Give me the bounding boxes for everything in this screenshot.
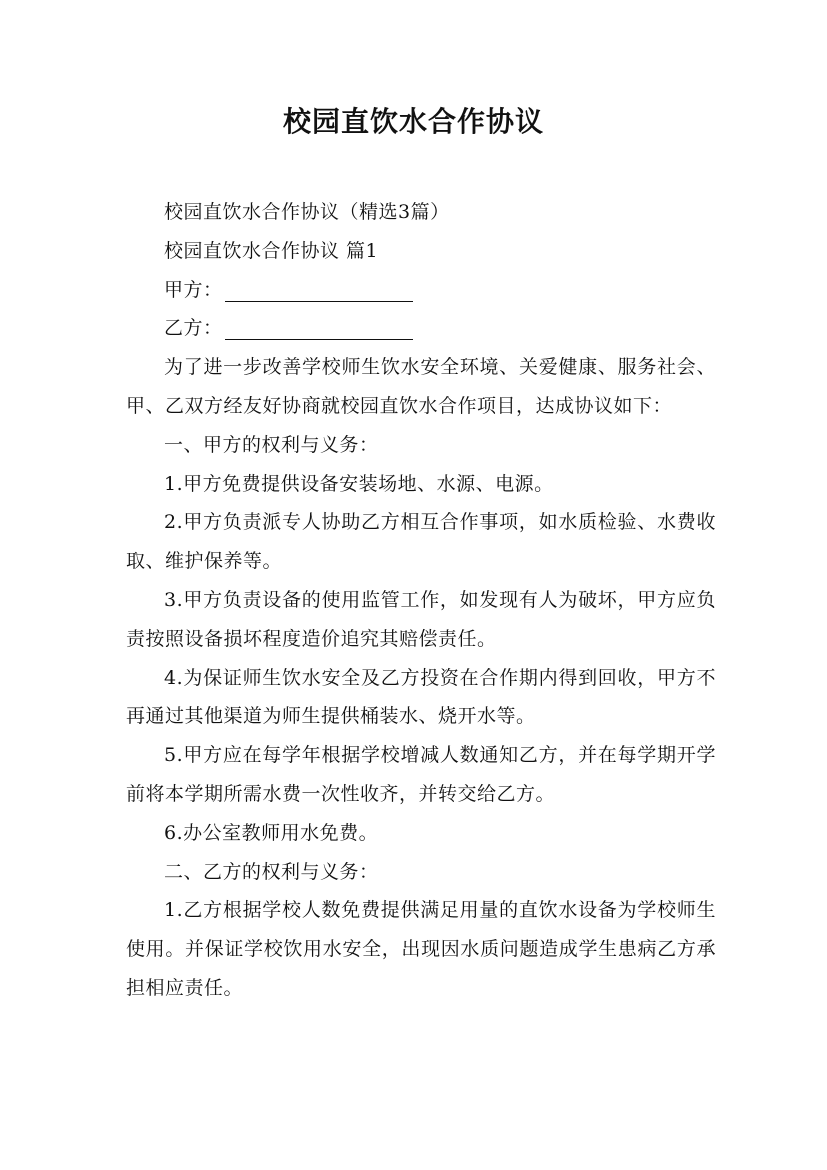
paragraph: 3.甲方负责设备的使用监管工作，如发现有人为破坏，甲方应负责按照设备损坏程度造价追究其赔偿责任。 (126, 588, 716, 650)
paragraph: 2.甲方负责派专人协助乙方相互合作事项，如水质检验、水费收取、维护保养等。 (126, 511, 716, 573)
paragraph: 1.甲方免费提供设备安装场地、水源、电源。 (164, 472, 554, 495)
paragraph: 4.为保证师生饮水安全及乙方投资在合作期内得到回收，甲方不再通过其他渠道为师生提供桶装水、烧开水等。 (126, 666, 716, 728)
party-b-blank (225, 317, 413, 340)
paragraph: 5.甲方应在每学年根据学校增减人数通知乙方，并在每学期开学前将本学期所需水费一次性收齐，并转交给乙方。 (126, 744, 716, 805)
party-a-label: 甲方： (164, 278, 223, 301)
party-b-line (126, 309, 716, 348)
paragraph: 1.乙方根据学校人数免费提供满足用量的直饮水设备为学校师生使用。并保证学校饮用水安全，出现因水质问题造成学生患病乙方承担相应责任。 (126, 899, 716, 999)
paragraph: 6.办公室教师用水免费。 (164, 821, 379, 844)
paragraph: 一、甲方的权利与义务： (164, 433, 379, 456)
document-subtitle: 校园直饮水合作协议（精选3篇） (164, 201, 450, 223)
party-b-label: 乙方： (164, 317, 223, 340)
paragraph: 为了进一步改善学校师生饮水安全环境、关爱健康、服务社会、甲、乙双方经友好协商就校园直饮水合作项目，达成协议如下： (126, 356, 716, 417)
document-title: 校园直饮水合作协议 (282, 105, 544, 138)
document-body (126, 193, 716, 1008)
party-a-line (126, 271, 716, 310)
party-a-blank (225, 279, 413, 302)
paragraph: 二、乙方的权利与义务： (164, 860, 379, 883)
part-heading: 校园直饮水合作协议 篇1 (164, 239, 379, 262)
